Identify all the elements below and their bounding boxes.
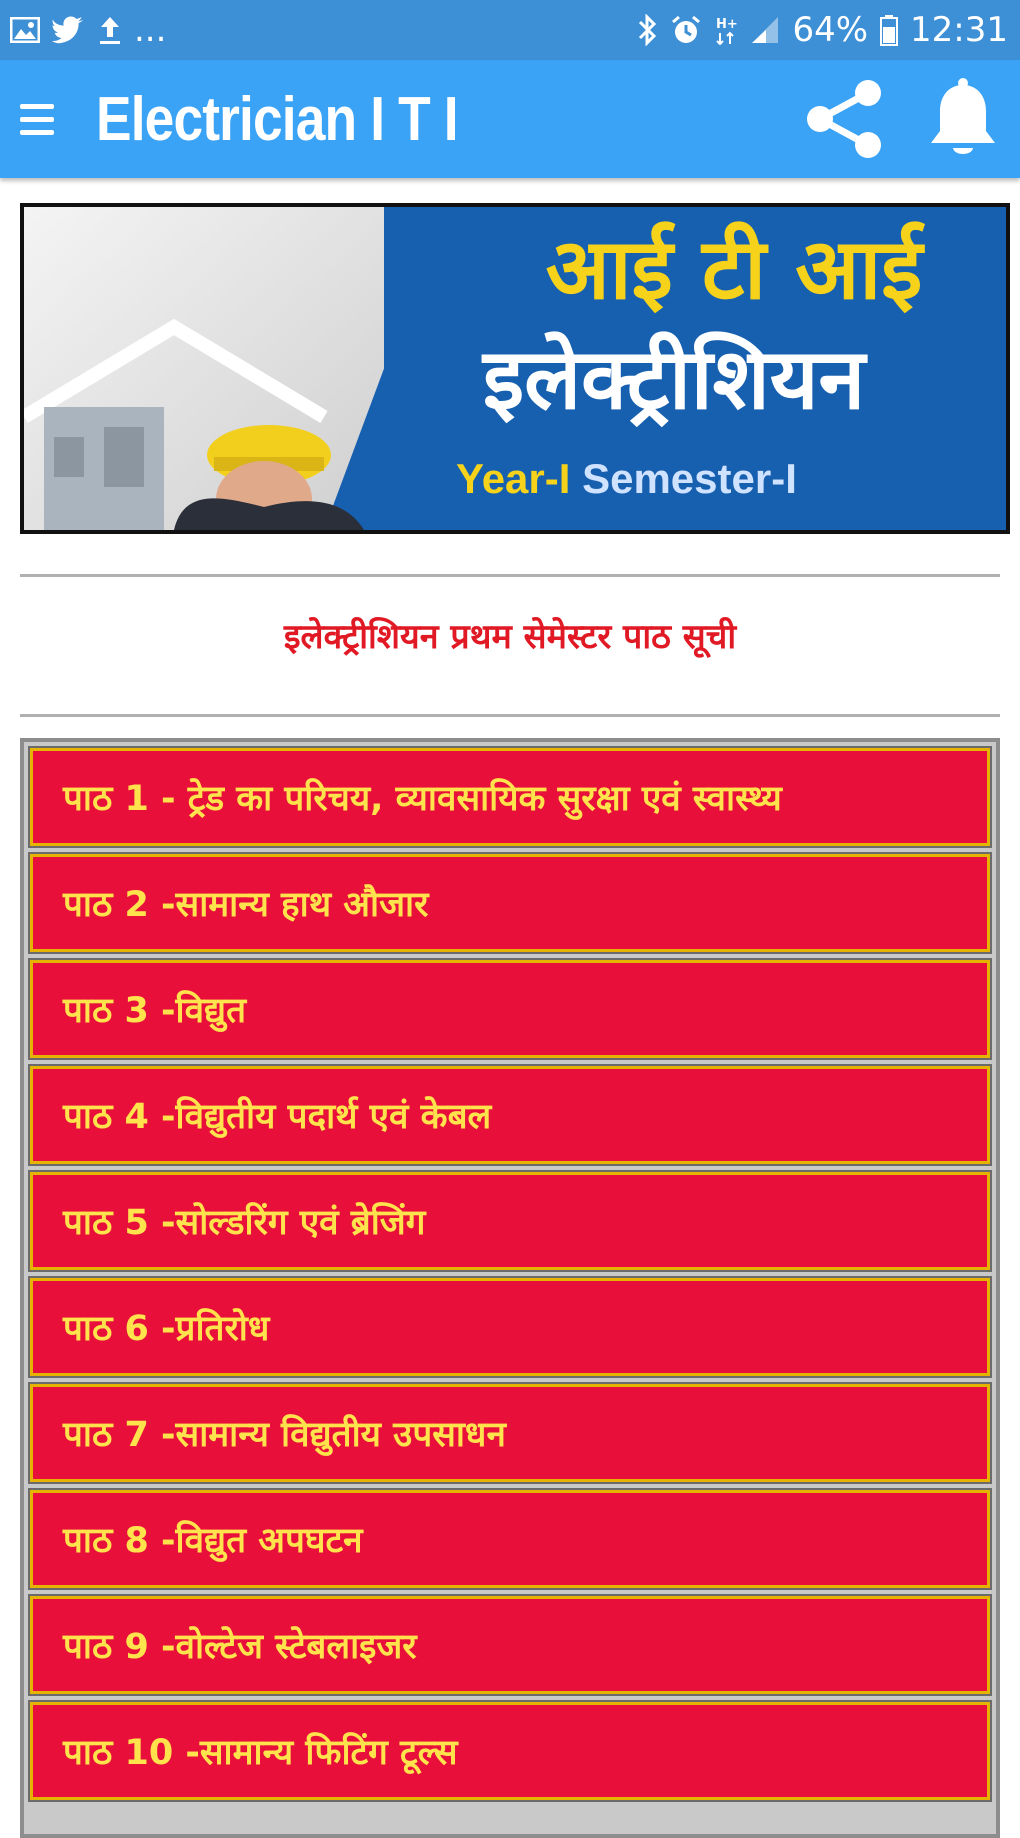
lesson-item-10[interactable]: पाठ 10 -सामान्य फिटिंग टूल्स <box>30 1702 990 1800</box>
section-heading: इलेक्ट्रीशियन प्रथम सेमेस्टर पाठ सूची <box>283 617 737 657</box>
status-more: ... <box>134 10 167 50</box>
bluetooth-icon <box>636 14 658 46</box>
lesson-item-9[interactable]: पाठ 9 -वोल्टेज स्टेबलाइजर <box>30 1596 990 1694</box>
alarm-icon <box>670 14 702 46</box>
app-title: Electrician I T I <box>96 84 458 154</box>
divider-top <box>20 574 1000 577</box>
banner-image <box>20 203 1010 534</box>
image-icon <box>10 17 40 43</box>
battery-percent: 64% <box>792 10 869 50</box>
menu-icon[interactable] <box>20 104 54 135</box>
status-right-icons <box>636 10 1008 50</box>
share-icon[interactable] <box>802 77 886 161</box>
status-bar <box>0 0 1020 60</box>
lesson-list <box>20 738 1000 1838</box>
banner-year: Year-I <box>456 455 571 502</box>
app-bar <box>0 60 1020 178</box>
electrician-photo <box>24 207 384 530</box>
clock: 12:31 <box>910 10 1008 50</box>
lesson-item-8[interactable]: पाठ 8 -विद्युत अपघटन <box>30 1490 990 1588</box>
twitter-icon <box>52 16 86 44</box>
app-actions <box>802 77 1000 161</box>
banner-title: आई टी आई <box>545 220 923 318</box>
banner-subtitle: इलेक्ट्रीशियन <box>482 330 866 428</box>
banner-semester: Semester-I <box>582 455 797 502</box>
upload-icon <box>98 15 122 45</box>
signal-icon <box>750 15 780 45</box>
battery-icon <box>880 14 898 46</box>
lesson-item-5[interactable]: पाठ 5 -सोल्डरिंग एवं ब्रेजिंग <box>30 1172 990 1270</box>
lesson-item-6[interactable]: पाठ 6 -प्रतिरोध <box>30 1278 990 1376</box>
lesson-item-1[interactable]: पाठ 1 - ट्रेड का परिचय, व्यावसायिक सुरक्षा एवं स्वास्थ्य <box>30 748 990 846</box>
svg-text:H+: H+ <box>716 17 739 32</box>
data-hplus-icon <box>714 14 738 46</box>
lesson-item-3[interactable]: पाठ 3 -विद्युत <box>30 960 990 1058</box>
banner-year-semester <box>456 455 797 503</box>
lesson-item-2[interactable]: पाठ 2 -सामान्य हाथ औजार <box>30 854 990 952</box>
lesson-item-7[interactable]: पाठ 7 -सामान्य विद्युतीय उपसाधन <box>30 1384 990 1482</box>
divider-bottom <box>20 714 1000 717</box>
bell-icon[interactable] <box>926 77 1000 161</box>
lesson-item-4[interactable]: पाठ 4 -विद्युतीय पदार्थ एवं केबल <box>30 1066 990 1164</box>
status-left-icons <box>10 10 166 50</box>
